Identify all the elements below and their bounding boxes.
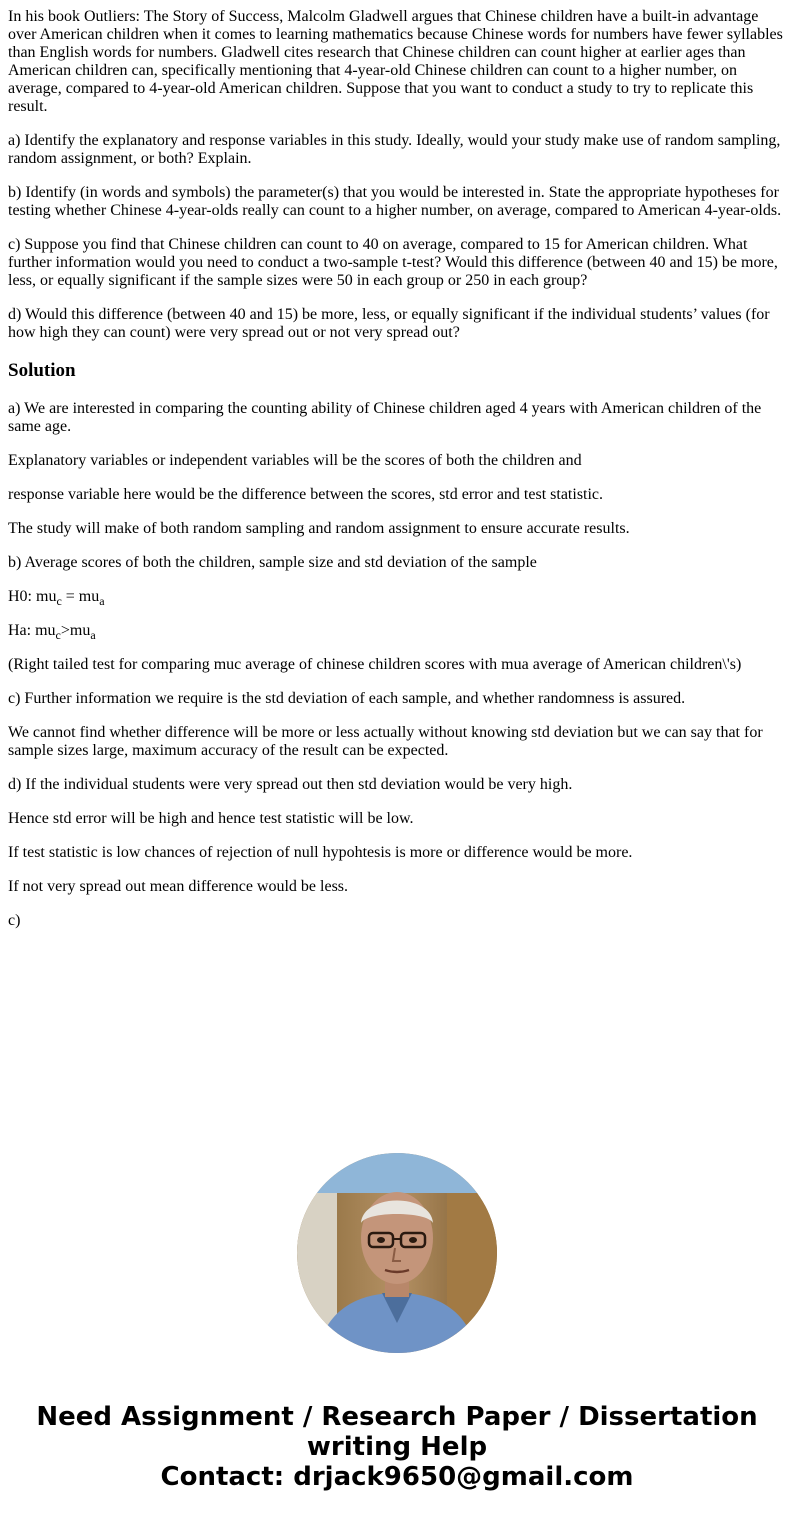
solution-a-1: a) We are interested in comparing the counting ability of Chinese children aged 4 years with American children of the same age. bbox=[8, 400, 762, 435]
solution-d-5: c) bbox=[8, 912, 21, 929]
h0-prefix: H0: mu bbox=[8, 588, 57, 605]
solution-heading: Solution bbox=[8, 360, 76, 381]
solution-d-4: If not very spread out mean difference would be less. bbox=[8, 878, 349, 895]
solution-c-1: c) Further information we require is the std deviation of each sample, and whether randomness is assured. bbox=[8, 690, 686, 707]
promo-line-1: Need Assignment / Research Paper / Dissertation bbox=[36, 1402, 758, 1432]
solution-c-2: We cannot find whether difference will be more or less actually without knowing std deviation but we can say that for sample sizes large, maximum accuracy of the result can be expected. bbox=[8, 724, 763, 759]
promo-contact: Contact: drjack9650@gmail.com bbox=[160, 1462, 634, 1492]
h0-middle: = mu bbox=[61, 588, 100, 605]
ha-prefix: Ha: mu bbox=[8, 622, 56, 639]
solution-a-2: Explanatory variables or independent variables will be the scores of both the children and bbox=[8, 452, 582, 469]
solution-a-4: The study will make of both random sampling and random assignment to ensure accurate results. bbox=[8, 520, 630, 537]
alternative-hypothesis bbox=[8, 622, 786, 643]
question-part-b: b) Identify (in words and symbols) the parameter(s) that you would be interested in. State the appropriate hypotheses for testing whether Chinese 4-year-olds really can count to a higher number, on average, compared to American 4-year-olds. bbox=[8, 184, 782, 219]
promo-line-2: writing Help bbox=[306, 1432, 488, 1462]
h0-sub-c: c bbox=[56, 594, 62, 609]
question-intro: In his book Outliers: The Story of Success, Malcolm Gladwell argues that Chinese children have a built-in advantage over American children when it comes to learning mathematics because Chinese words for numbers have fewer syllables than English words for numbers. Gladwell cites research that Chinese children can count higher at earlier ages than American children can, specifically mentioning that 4-year-old Chinese children can count to a higher number, on average, compared to 4-year-old American children. Suppose that you want to conduct a study to try to replicate this result. bbox=[8, 8, 783, 115]
question-part-a: a) Identify the explanatory and response variables in this study. Ideally, would your study make use of random sampling, random assignment, or both? Explain. bbox=[8, 132, 781, 167]
question-part-d: d) Would this difference (between 40 and 15) be more, less, or equally significant if the individual students’ values (for how high they can count) were very spread out or not very spread out? bbox=[8, 306, 770, 341]
solution-d-3: If test statistic is low chances of rejection of null hypohtesis is more or difference would be more. bbox=[8, 844, 633, 861]
question-part-c: c) Suppose you find that Chinese children can count to 40 on average, compared to 15 for American children. What further information would you need to conduct a two-sample t-test? Would this difference (between 40 and 15) be more, less, or equally significant if the sample sizes were 50 in each group or 250 in each group? bbox=[8, 236, 778, 289]
h0-sub-a: a bbox=[99, 594, 105, 609]
avatar-portrait-image bbox=[297, 1153, 497, 1353]
author-avatar bbox=[297, 1153, 497, 1353]
solution-b-1: b) Average scores of both the children, sample size and std deviation of the sample bbox=[8, 554, 537, 571]
solution-d-1: d) If the individual students were very spread out then std deviation would be very high. bbox=[8, 776, 573, 793]
solution-b-2: (Right tailed test for comparing muc average of chinese children scores with mua average of American children\'s) bbox=[8, 656, 742, 673]
ha-sub-a: a bbox=[90, 628, 96, 643]
document-body bbox=[8, 8, 786, 946]
solution-a-3: response variable here would be the difference between the scores, std error and test statistic. bbox=[8, 486, 604, 503]
solution-d-2: Hence std error will be high and hence test statistic will be low. bbox=[8, 810, 414, 827]
promo-banner bbox=[0, 1402, 794, 1492]
ha-sub-c: c bbox=[55, 628, 61, 643]
ha-middle: >mu bbox=[60, 622, 91, 639]
null-hypothesis bbox=[8, 588, 786, 609]
